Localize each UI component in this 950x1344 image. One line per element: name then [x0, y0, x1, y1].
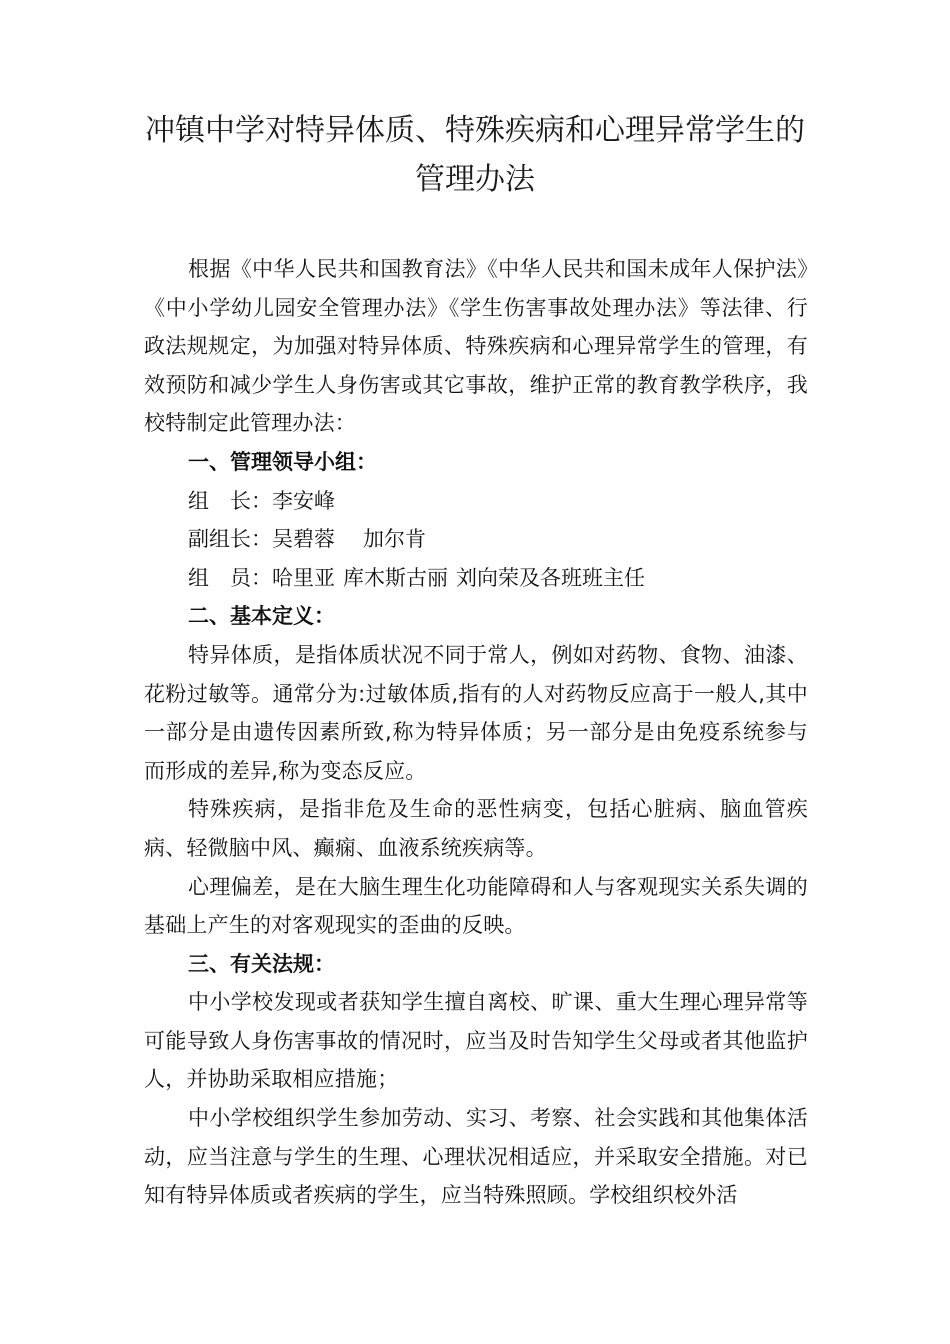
definition-paragraph-1: 特异体质，是指体质状况不同于常人，例如对药物、食物、油漆、花粉过敏等。通常分为:过敏体质,指有的人对药物反应高于一般人,其中一部分是由遗传因素所致,称为特异体质；另一部分是由免疫系统参与而形成的差异,称为变态反应。: [144, 642, 808, 783]
member-3: 刘向荣及各班班主任: [456, 565, 645, 590]
leader-line: 组 长：李安峰: [188, 488, 335, 513]
deputy-line: [144, 520, 808, 559]
member-2: 库木斯古丽: [343, 565, 448, 590]
members-label: 组 员：哈里亚: [188, 565, 335, 590]
definition-paragraph-2: 特殊疾病，是指非危及生命的恶性病变，包括心脏病、脑血管疾病、轻微脑中风、癫痫、血液系统疾病等。: [144, 797, 808, 860]
deputy-second: 加尔肯: [363, 527, 426, 552]
intro-paragraph: 根据《中华人民共和国教育法》《中华人民共和国未成年人保护法》《中小学幼儿园安全管理办法》《学生伤害事故处理办法》等法律、行政法规规定，为加强对特异体质、特殊疾病和心理异常学生的管理，有效预防和减少学生人身伤害或其它事故，维护正常的教育教学秩序，我校特制定此管理办法：: [144, 257, 808, 436]
section1-heading: 一、管理领导小组：: [188, 449, 377, 474]
regulation-paragraph-1: 中小学校发现或者获知学生擅自离校、旷课、重大生理心理异常等可能导致人身伤害事故的情况时，应当及时告知学生父母或者其他监护人，并协助采取相应措施；: [144, 990, 808, 1092]
section2-heading: 二、基本定义：: [188, 604, 335, 629]
document-title-line2: 管理办法: [415, 162, 535, 197]
regulation-paragraph-2: 中小学校组织学生参加劳动、实习、考察、社会实践和其他集体活动，应当注意与学生的生理、心理状况相适应，并采取安全措施。对已知有特异体质或者疾病的学生，应当特殊照顾。学校组织校外活: [144, 1106, 808, 1208]
deputy-label: 副组长：吴碧蓉: [188, 527, 335, 552]
document-body: [144, 250, 808, 1215]
members-line: [144, 559, 808, 598]
document-title-line1: 冲镇中学对特异体质、特殊疾病和心理异常学生的: [145, 113, 805, 148]
section3-heading: 三、有关法规：: [188, 951, 335, 976]
definition-paragraph-3: 心理偏差，是在大脑生理生化功能障碍和人与客观现实关系失调的基础上产生的对客观现实的歪曲的反映。: [144, 874, 808, 938]
